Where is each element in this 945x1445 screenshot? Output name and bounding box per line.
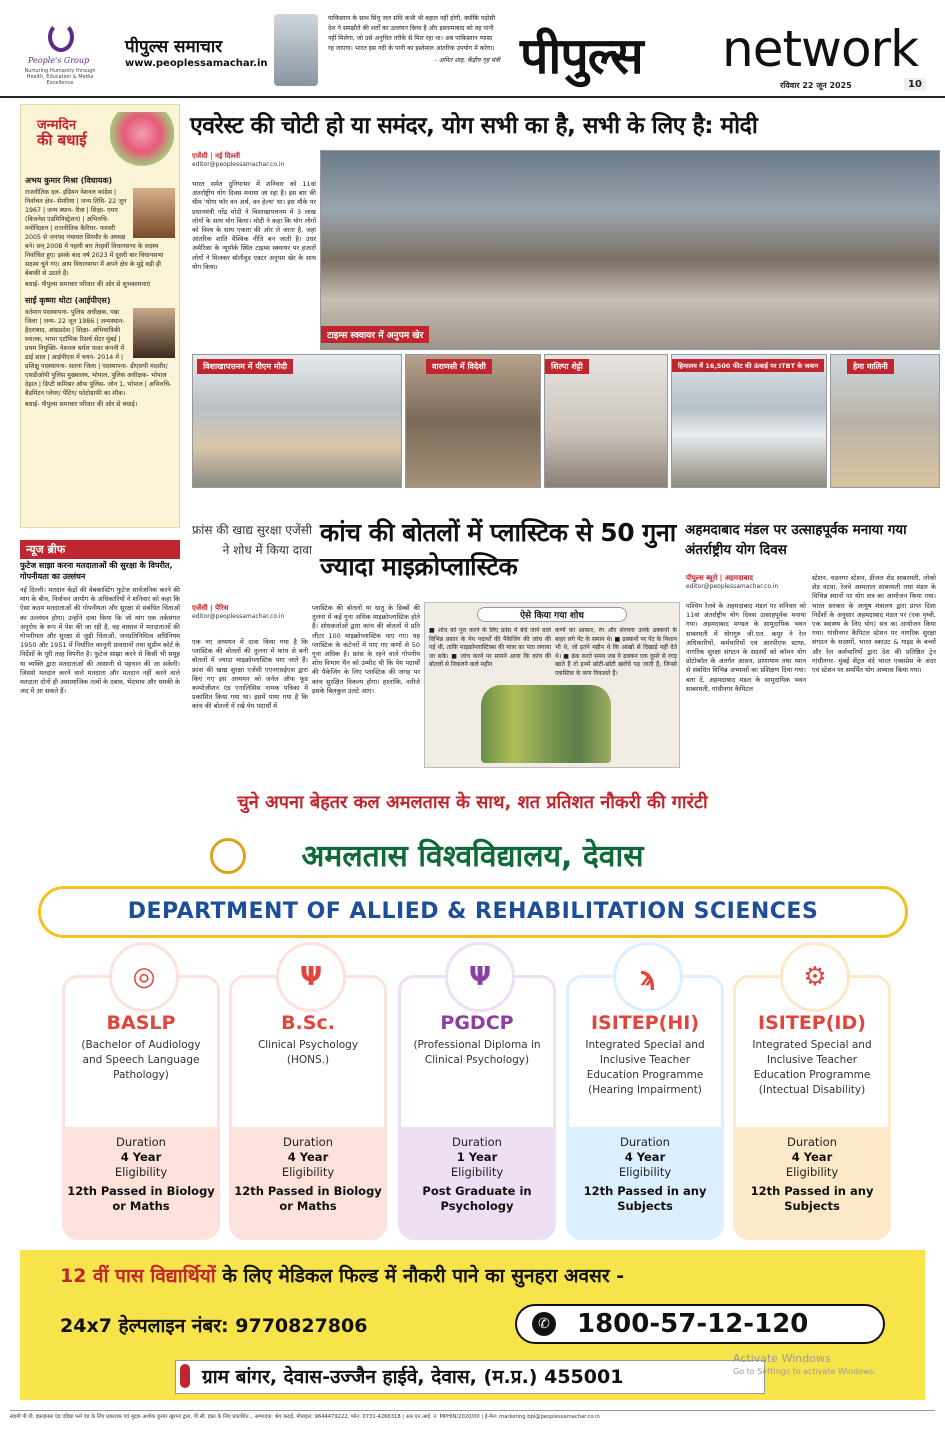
lead-agency: एजेंसी (192, 152, 208, 160)
lead-body: भारत समेत दुनियाभर में शनिवार को 11वां अंतर्राष्ट्रीय योग दिवस मनाया जा रहा है। इस बार की थीम 'योगा फॉर वन अर्थ, वन हेल्थ' था। इस मौके पर प्रधानमंत्री नरेंद्र मोदी ने विशाखापत्तनम में 3 लाख लोगों के साथ योग किया। मोदी ने कहा कि योग लोगों को विश्व के साथ एकता की ओर ले जाता है, जहां आंतरिक शांति वैश्विक नीति बन जाती है। उधर अमेरिका के न्यूयॉर्क स्थित टाइम्स स्क्वायर पर हजारों लोगों ने मिलकर बॉलीवुड एक्टर अनुपम खेर के साथ योग किया। (192, 180, 316, 271)
psi-icon: Ψ (276, 942, 346, 1012)
plastic-email: editor@peoplessamachar.co.in (192, 613, 285, 620)
course-duration: 1 Year (456, 1150, 498, 1164)
phone-icon: ✆ (532, 1312, 556, 1336)
ad-opportunity-rest: के लिए मेडिकल फिल्ड में नौकरी पाने का सुनहरा अवसर - (215, 1265, 625, 1287)
masthead-english: network (722, 20, 919, 78)
tollfree-number[interactable]: 1800-57-12-120 (515, 1304, 885, 1344)
university-name: अमलतास विश्वविद्यालय, देवास (301, 839, 644, 874)
ahmedabad-body-1: पश्चिम रेलवे के अहमदाबाद मंडल पर शनिवार को 11वां अंतर्राष्ट्रीय योग दिवस उत्साहपूर्वक मनाया गया। अहमदाबाद मण्डल के सामुदायिक भवन साबरमती में योगगुरु जी.एल. कपूर ने रेल अधिकारियों, कर्मचारियों एवं आरपीएफ स्टाफ, नागरिक सुरक्षा संगठन के सदस्यों को कॉमन योग प्रोटोकॉल के अंतर्गत आसन, प्राणायाम तथा ध्यान से संबंधित विभिन्न अभ्यासों का प्रशिक्षण दिया गया। बता दें, अहमदाबाद मंडल के सामुदायिक भवन साबरमती, गांधीनगर कैपिटल (686, 602, 806, 693)
group-tagline: Nurturing Humanity through Health, Education & Media Excellence (24, 68, 96, 86)
course-eligibility: Post Graduate in Psychology (422, 1184, 532, 1213)
ahmedabad-city: अहमदाबाद (724, 574, 754, 582)
news-brief-headline: फुटेज साझा करना मतदाताओं की सुरक्षा के विपरीत, गोपनीयता का उल्लंघन (20, 561, 173, 581)
plastic-byline: एजेंसी | पेरिस editor@peoplessamachar.co.in (192, 604, 310, 620)
research-box-col2: कणों का आकार, रंग और संरचना उनके ढक्कनों के बाहर लगे पेंट के समान थे। ■ ढक्कनों पर पेंट के निशान भी थे, जो इतने महीन थे कि आंखों से दिखाई नहीं देते थे। ■ ढंक करते समय जब ये ढक्कन एक दूसरे से रगड़ खाते हैं तो इनमें छोटी-छोटी खरोंचें पड़ जाती हैं, जिनसे प्लास्टिक के कण निकलते हैं। (555, 627, 677, 677)
paper-title: पीपुल्स समाचार (125, 37, 223, 57)
helpline (60, 1312, 367, 1338)
helpline-number[interactable]: 9770827806 (235, 1315, 368, 1337)
person2-photo (133, 308, 175, 358)
birthday-title-line2: की बधाई (37, 131, 87, 149)
helpline-label: 24x7 हेल्पलाइन नंबर: (60, 1315, 229, 1337)
course-code: B.Sc. (281, 1012, 335, 1034)
hema-photo (830, 354, 940, 488)
plastic-city: पेरिस (215, 604, 229, 612)
issue-date: रविवार 22 जून 2025 (780, 81, 852, 90)
course-card (566, 962, 724, 1240)
course-duration: 4 Year (791, 1150, 833, 1164)
research-box-col1: ■ शोध को पूरा करने के लिए फ्रांस में बेचे जाने वाले विभिन्न प्रकार के पेय पदार्थों की पैकेजिंग की जांच की गई थी, ताकि माइक्रोप्लास्टिक्स की मात्रा का पता लगाया जा सके। ■ जांच करने पर सामने आया कि कांच की बोतलों से निकलने वाले महीन (429, 627, 551, 668)
plastic-kicker: फ्रांस की खाद्य सुरक्षा एजेंसी ने शोध में किया दावा (191, 523, 312, 557)
hearing-icon: ϡ (613, 942, 683, 1012)
course-description: (Bachelor of Audiology and Speech Language Pathology) (81, 1039, 201, 1081)
activate-windows-watermark (733, 1352, 876, 1378)
lead-city: नई दिल्ली (215, 152, 241, 160)
news-brief-body: नई दिल्ली। मतदान केंद्रों की वेबकास्टिंग फुटेज सार्वजनिक करने की मांग के बीच, निर्वाचन आयोग के अधिकारियों ने शनिवार को कहा कि ऐसा कदम मतदाताओं की गोपनीयता और सुरक्षा से संबंधित चिंताओं का उल्लंघन होगा। उन्होंने दावा किया कि जो मांग एक तर्कसंगत अनुरोध के रूप में पेश की जा रही है, वह वास्तव में मतदाताओं की गोपनीयता और सुरक्षा से जुड़ी चिंताओं, जनप्रतिनिधित्व अधिनियम 1950 और 1951 में निर्धारित कानूनी प्रावधानों तथा सुप्रीम कोर्ट के निर्देशों के पूरी तरह विपरीत है। फुटेज साझा करने से किसी भी समूह या व्यक्ति द्वारा मतदाताओं की आसानी से पहचान की जा सकेगी। जिससे मतदान करने वाले मतदाता और मतदान नहीं करने वाले मतदाता दोनों ही असामाजिक तत्वों के दबाव, भेदभाव और धमकी के जद में आ सकते हैं। (20, 586, 180, 696)
ahmedabad-email: editor@peoplessamachar.co.in (686, 583, 779, 590)
page-number: 10 (904, 78, 926, 91)
person1-name: अभय कुमार मिश्रा (विधायक) (25, 176, 113, 185)
glass-bottles-image (481, 685, 611, 763)
plastic-body-2: प्लास्टिक की बोतलों या धातु के डिब्बों की तुलना में कई गुना अधिक माइक्रोप्लास्टिक होते हैं। शोधकर्ताओं द्वारा कांच की बोतलों में प्रति लीटर 100 माइक्रोप्लास्टिक पाए गए। यह प्लास्टिक के कंटेनरों में पाए गए कणों से 50 गुना अधिक है। फ्रांस के रहने वाले गोपनीय शोध विभाग चैन को उम्मीद थी कि पेय पदार्थों की पैकेजिंग के लिए प्लास्टिक की जगह पर कांच सुरक्षित विकल्प होगा। हालांकि, नतीजे इसके बिलकुल उलटे आए। (312, 604, 420, 695)
quote-author-photo (274, 14, 318, 86)
ear-speech-icon: ◎ (109, 942, 179, 1012)
plastic-headline: कांच की बोतलों में प्लास्टिक से 50 गुना ज्यादा माइक्रोप्लास्टिक (320, 518, 676, 581)
eligibility-label: Eligibility (618, 1165, 672, 1179)
himalaya-photo (671, 354, 827, 488)
course-card (398, 962, 556, 1240)
duration-label: Duration (283, 1135, 333, 1149)
ad-top-line: चुने अपना बेहतर कल अमलतास के साथ, शत प्रतिशत नौकरी की गारंटी (237, 792, 708, 813)
course-code: ISITEP(ID) (758, 1012, 866, 1034)
course-code: ISITEP(HI) (590, 1012, 700, 1034)
course-eligibility: 12th Passed in any Subjects (750, 1184, 874, 1213)
caption-hema: हेमा मालिनी (847, 359, 894, 374)
course-eligibility: 12th Passed in any Subjects (583, 1184, 707, 1213)
watermark-line1: Activate Windows (733, 1352, 831, 1365)
course-code: PGDCP (440, 1012, 514, 1034)
course-card (62, 962, 220, 1240)
eligibility-label: Eligibility (114, 1165, 168, 1179)
course-card (229, 962, 387, 1240)
ahmedabad-agency: पीपुल्स ब्यूरो (686, 574, 718, 582)
ad-address (175, 1360, 765, 1394)
course-description: Integrated Special and Inclusive Teacher Education Programme (Hearing Impairment) (585, 1039, 705, 1096)
ahmedabad-body-2: स्टेशन, चडनगर स्टेशन, डीजल शेड साबरमती, लोको शेड वटवा, रेलवे अस्पताल साबरमती तथा मंडल के विभिन्न स्थानों पर योग सत्र का आयोजन किया गया। भारत सरकार के आयुष मंत्रालय द्वारा प्राप्त दिशा निर्देशों के अनुसार अहमदाबाद मंडल पर (एक पृथ्वी, एक स्वास्थ्य के लिए योग) सत्र का आयोजन किया गया। गांधीनगर कैपिटल स्टेशन पर नागरिक सुरक्षा संगठन के सदस्यों, भारत स्काउट & गाइड के बच्चों और रेल कर्मचारियों द्वारा देश की प्रतिष्ठित ट्रेन गांधीनगर- मुंबई सेंट्रल वंदे भारत एक्सप्रेस के अंदर एवं स्टेशन पर समर्पित योग अभ्यास किया गया। (812, 574, 936, 675)
vizag-photo (192, 354, 402, 488)
ahmedabad-headline: अहमदाबाद मंडल पर उत्साहपूर्वक मनाया गया अंतर्राष्ट्रीय योग दिवस (685, 522, 907, 558)
course-code: BASLP (106, 1012, 176, 1034)
caption-varanasi: वाराणसी में विदेशी (426, 359, 492, 374)
quote-box (328, 14, 500, 66)
eligibility-label: Eligibility (281, 1165, 335, 1179)
duration-label: Duration (620, 1135, 670, 1149)
course-eligibility: 12th Passed in Biology or Maths (67, 1184, 215, 1213)
person2-wish: बधाई- पीपुल्स समाचार परिवार की ओर से बधाई। (25, 401, 138, 408)
caption-shilpa: शिल्पा शेट्टी (545, 359, 589, 374)
course-details (736, 1127, 888, 1237)
plastic-agency: एजेंसी (192, 604, 208, 612)
person2-name: साईं कृष्णा थोटा (आईपीएस) (25, 296, 111, 305)
news-brief-label: न्यूज ब्रीफ (20, 540, 180, 559)
person2-details: वर्तमान पदस्थापना- पुलिस अधीक्षक, पन्ना जिला | जन्म- 22 जून 1986 | जन्मस्थान- हैदराबाद, आंध्रप्रदेश | शिक्षा- अभियांत्रिकी स्नातक, भाभा एटॉमिक रिसर्च सेंटर मुंबई | प्रथम नियुक्ति- नेशनल थर्मल पावर कंपनी में ढाई साल | आईपीएस में चयन- 2014 में | प्रशिक्षु पदस्थापना- सतना जिला | पदस्थापना- डीएसपी मंदसौर/ एसडीओपी पुलिस मुख्यालय, भोपाल, पुलिस अधीक्षक- भोपाल देहात | डिप्टी कमिश्नर ऑफ पुलिस- जोन 1, भोपाल | अभिरुचि- बैडमिंटन प्लेयर/ पेंटिंग/ फोटोग्राफी का शौक। (25, 309, 172, 397)
psi-heart-icon: Ψ (445, 942, 515, 1012)
lead-byline: एजेंसी | नई दिल्ली editor@peoplessamachar.co.in (192, 152, 316, 168)
research-box-title: ऐसे किया गया शोध (477, 607, 627, 622)
plastic-body-1: एक नए अध्ययन में दावा किया गया है कि प्लास्टिक की बोतलों की तुलना में कांच से बनी बोतलों में ज्यादा माइक्रोप्लास्टिक पाए जाते हैं। फ्रांस की खाद्य सुरक्षा एजेंसी एएनएसईएस द्वारा किए गए इस अध्ययन को जर्नल ऑफ फूड कम्पोजीशन एंड एनालिसिस नामक पत्रिका में प्रकाशित किया गया था। इसमें पाया गया है कि कांच की बोतलों में रखे पेय पदार्थों में (192, 638, 308, 711)
course-duration: 4 Year (120, 1150, 162, 1164)
flower-basket-icon (110, 112, 174, 166)
course-duration: 4 Year (287, 1150, 329, 1164)
birthday-title-line1: जन्मदिन (37, 118, 77, 133)
duration-label: Duration (116, 1135, 166, 1149)
eligibility-label: Eligibility (785, 1165, 839, 1179)
department-banner: DEPARTMENT OF ALLIED & REHABILITATION SCIENCES (38, 886, 908, 938)
course-details (401, 1127, 553, 1237)
course-details (569, 1127, 721, 1237)
ad-opportunity-highlight: 12 वीं पास विद्यार्थियों (60, 1265, 216, 1287)
duration-label: Duration (452, 1135, 502, 1149)
ad-address-text: ग्राम बांगर, देवास-उज्जैन हाईवे, देवास, (म.प्र.) 455001 (202, 1366, 624, 1388)
varanasi-photo (405, 354, 541, 488)
course-duration: 4 Year (624, 1150, 666, 1164)
shilpa-photo (544, 354, 668, 488)
quote-author: - अमित शाह, केंद्रीय गृह मंत्री (434, 57, 500, 64)
location-pin-icon (180, 1364, 190, 1388)
page-header (0, 0, 945, 98)
times-square-photo (320, 150, 940, 350)
paper-url[interactable]: www.peoplessamachar.in (125, 58, 268, 69)
caption-vizag: विशाखापत्तनम में पीएम मोदी (197, 359, 293, 374)
lead-email: editor@peoplessamachar.co.in (192, 161, 285, 168)
course-details (232, 1127, 384, 1237)
research-box (424, 602, 680, 768)
watermark-line2: Go to Settings to activate Windows. (733, 1367, 877, 1376)
eligibility-label: Eligibility (450, 1165, 504, 1179)
peoples-group-logo (48, 22, 74, 52)
person1-photo (133, 188, 175, 238)
head-gear-icon: ⚙ (780, 942, 850, 1012)
quote-text: पाकिस्तान के साथ सिंधु जल संधि कभी भी बहाल नहीं होगी, क्योंकि पड़ोसी देश ने समझौते की शर्तों का उल्लंघन किया है और इस्लामाबाद को वह पानी नहीं मिलेगा, जो उसे अनुचित तरीके से मिल रहा था। अब पाकिस्तान प्यासा रह जाएगा। भारत इस नदी के पानी का इस्तेमाल आंतरिक उपयोग में करेगा। (328, 15, 496, 52)
person1-details: राजनीतिक दल- इंडियन नेशनल कांग्रेस | निर्वाचन क्षेत्र- सेमरिया | जन्म तिथि- 22 जून 1967 | जन्म स्थान- रीवा | शिक्षा- एमए (बिजनेस एडमिनिस्ट्रेशन) | अभिरुचि- मनोविज्ञान | राजनीतिक कैरियर- फरवरी 2005 से जनपद पंचायत सिरमौर के अध्यक्ष बने। सन् 2008 में पहली बार तेरहवीं विधानसभा के सदस्य निर्वाचित हुए। इसके बाद वर्ष 2023 में दूसरी बार विधानसभा सदस्य चुने गए। आप विधानसभा में अपने क्षेत्र के मुद्दे बड़ी ही बेबाकी से उठाते हैं। (25, 189, 164, 277)
imprint-footer: स्वामी पी.पी. इंफ्राइन्फ्रा एंड एडिप्रा फर्म एंड के लिए प्रकाशक एवं मुद्रक अशोक कुमार खुराना द्वारा, पी.सी. इंफ्रा के लिए प्रकाशित... सम्पादक: श्रेय कराई, मोबाइल: 9644479222, फोन: 0731-4266318 | आर.एन.आई. नं. MPHIN/2020/00 | ई-मेल: marketing.bpl@peoplessamachar.co.in (10, 1410, 935, 1421)
group-name: People's Group (28, 56, 90, 65)
course-card (733, 962, 891, 1240)
course-eligibility: 12th Passed in Biology or Maths (234, 1184, 382, 1213)
lead-headline: एवरेस्ट की चोटी हो या समंदर, योग सभी का है, सभी के लिए है: मोदी (190, 113, 758, 139)
person1-wish: बधाई- पीपुल्स समाचार परिवार की ओर से शुभकामनाएं (25, 281, 151, 288)
caption-himalaya: हिमालय में 16,500 फीट की ऊंचाई पर ITBT के जवान (672, 359, 824, 372)
ad-opportunity-line (60, 1262, 624, 1288)
caption-times-square: टाइम्स स्क्वायर में अनुपम खेर (321, 326, 429, 343)
course-description: Clinical Psychology (HONS.) (257, 1039, 359, 1066)
course-description: (Professional Diploma in Clinical Psychology) (413, 1039, 541, 1066)
duration-label: Duration (787, 1135, 837, 1149)
birthday-column (20, 104, 180, 528)
course-details (65, 1127, 217, 1237)
course-description: Integrated Special and Inclusive Teacher Education Programme (Intectual Disability) (752, 1039, 872, 1096)
masthead-hindi: पीपुल्स (520, 27, 643, 85)
ahmedabad-byline: पीपुल्स ब्यूरो | अहमदाबाद editor@peoplessamachar.co.in (686, 574, 806, 590)
